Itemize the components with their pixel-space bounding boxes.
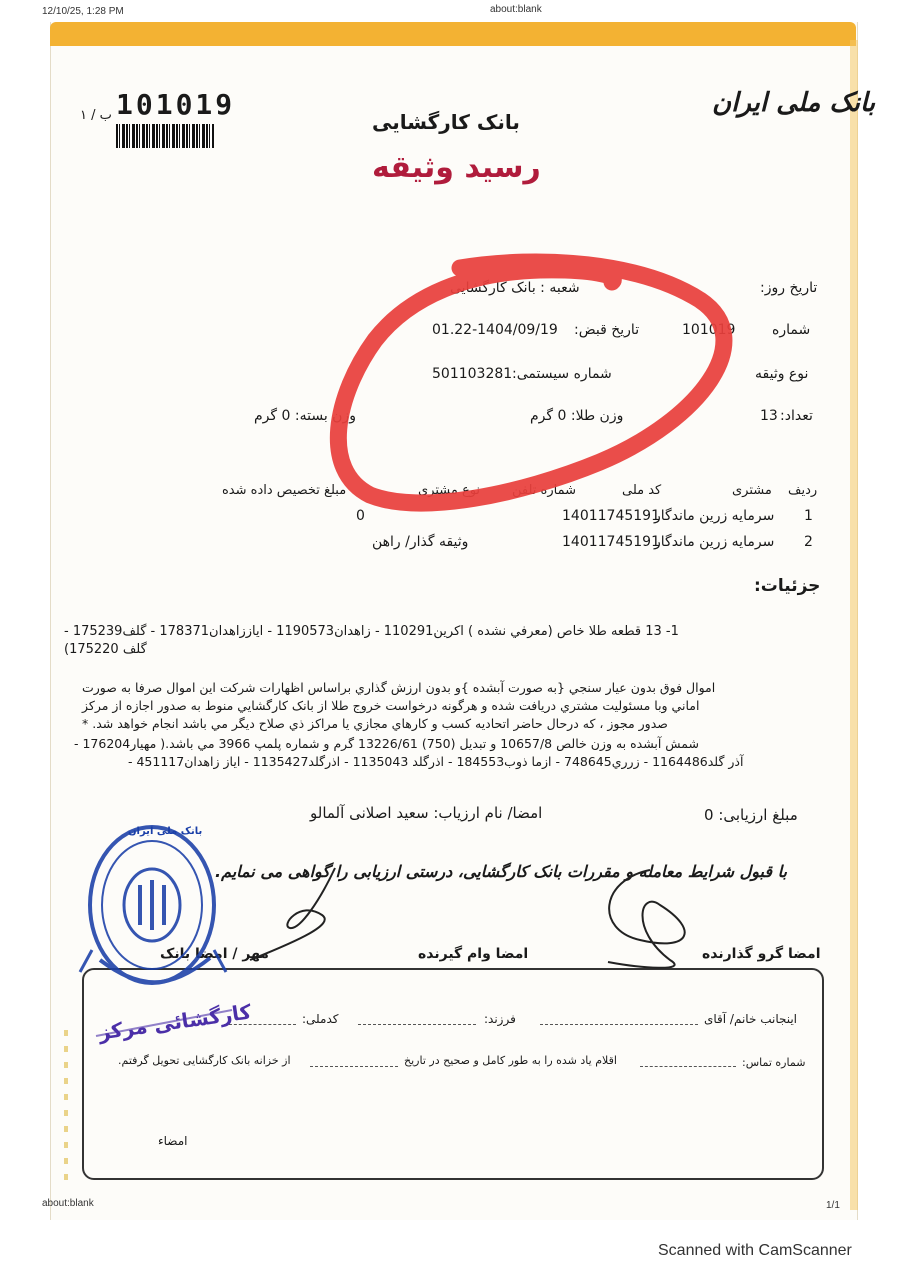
number-value: 101019 [682,322,736,338]
details-paragraph: اموال فوق بدون عيار سنجي {به صورت آبشده }و بدون ارزش گذاري براساس اظهارات شرکت اين اموال صرفا به صورت [82,680,716,695]
scanner-watermark: Scanned with CamScanner [658,1242,852,1259]
system-number-value: 501103281 [432,366,513,382]
center-stamp-text: کارگشائی مرکز [97,999,253,1045]
footer-url: about:blank [42,1198,94,1209]
table-header-code: کد ملی [622,483,662,498]
row-amount: 0 [356,508,365,524]
sign-pledger-label: امضا گرو گذارنده [702,946,821,962]
row-customer: سرمایه زرین ماندگار [654,534,775,550]
bank-name: بانک کارگشایی [372,110,520,134]
red-circle-annotation [338,262,724,503]
receipt-text: اقلام یاد شده را به طور کامل و صحیح در تاریخ [404,1054,617,1067]
receipt-sign-label: امضاء [158,1134,188,1148]
branch-label: شعبه : بانک کارگشایی [450,280,580,296]
page-fraction: ب / ۱ [80,108,112,123]
receipt-son-label: فرزند: [484,1012,516,1026]
document-title: رسید وثیقه [372,150,541,185]
bank-logo: بانک ملی ایران [712,88,876,118]
number-label: شماره [772,322,811,338]
table-header-type: نوع مشتری [418,483,481,498]
table-header-phone: شماره تلفن [512,483,576,498]
appraiser-name: امضا/ نام ارزیاب: سعید اصلانی آلمالو [310,804,543,822]
receipt-date-value: 01.22-1404/09/19 [432,322,558,338]
details-item-line2: گلف 175220) [64,642,147,657]
row-index: 2 [804,534,813,550]
receipt-date-label: تاریخ قبض: [574,322,640,338]
details-paragraph: صدور مجوز ، که درحال حاضر اتحاديه کسب و کارهاي مجازي يا مراکز ذي صلاح ديگر مي باشد انجام خواهد شد. * [82,716,668,731]
total-weight: وزن بسته: 0 گرم [254,408,356,424]
bank-seal-stamp [80,827,226,983]
appraiser-signature [608,870,685,968]
gold-weight: وزن طلا: 0 گرم [530,408,624,424]
details-paragraph: شمش آبشده به وزن خالص 10657/8 و تبديل (750) 13226/61 گرم و شماره پلمپ 3966 مي باشد.( مهيار176204 - [74,736,699,751]
system-number-label: شماره سیستمی: [512,366,612,382]
table-header-customer: مشتری [732,483,772,498]
print-url: about:blank [490,4,542,15]
details-paragraph: اماني وبا مسئوليت مشتري دريافت شده و هرگونه درخواست خروج طلا از بانک کارگشايي منوط به صدور اجازه از مرکز [82,698,700,713]
serial-number: 101019 [116,88,236,121]
table-header-index: ردیف [788,483,818,498]
count-label: تعداد: [780,408,813,424]
sign-borrower-label: امضا وام گیرنده [418,946,529,962]
collateral-type-label: نوع وثیقه [755,366,809,382]
receipt-phone-label: شماره تماس: [742,1056,806,1069]
print-datetime: 12/10/25, 1:28 PM [42,6,124,17]
receipt-sir-label: اینجانب خانم/ آقای [704,1012,798,1026]
details-paragraph: آذر گلد1164486 - زرري748645 - ازما ذوب184553 - اذرگلد 1135043 - اذرگلد1135427 - اياز زاهدان451117 - [128,754,744,769]
details-title: جزئیات: [754,576,821,596]
count-value: 13 [760,408,778,424]
declaration-text: با قبول شرایط معامله و مقررات بانک کارگشایی، درستی ارزیابی را گواهی می نمایم. [215,862,787,881]
row-type: وثیقه گذار/ راهن [372,534,469,550]
borrower-signature [250,868,335,960]
page-number: 1/1 [826,1200,840,1211]
receipt-code-label: کدملی: [302,1012,339,1026]
row-code: 14011745191 [562,508,660,524]
date-label: تاریخ روز: [760,280,818,296]
appraisal-amount: مبلغ ارزیابی: 0 [704,806,798,824]
table-header-amount: مبلغ تخصیص داده شده [222,483,347,498]
receipt-text-end: از خزانه بانک کارگشایی تحویل گرفتم. [118,1054,291,1067]
sign-seal-label: مهر / امضا بانک [160,946,269,962]
details-item-line1: 1- 13 قطعه طلا خاص (معرفي نشده ) اکرين110291 - زاهدان1190573 - اياززاهدان178371 - گلف175239 - [64,624,679,639]
seal-text: بانک ملی ایران [128,826,203,837]
row-code: 14011745191 [562,534,660,550]
row-customer: سرمایه زرین ماندگار [654,508,775,524]
row-index: 1 [804,508,813,524]
